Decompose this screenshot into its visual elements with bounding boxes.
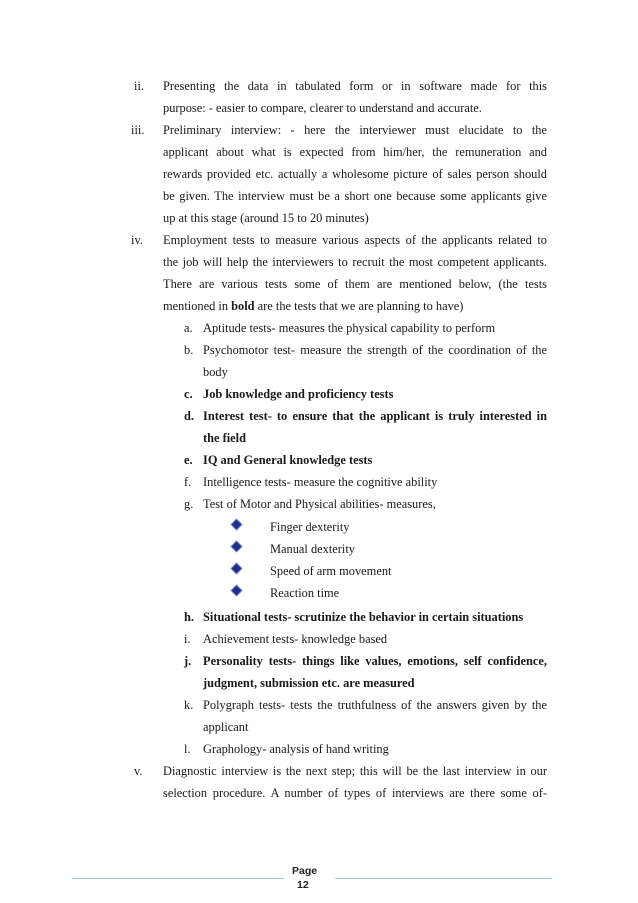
list-item-text: applicant — [203, 720, 249, 734]
paragraph-line: Preliminary interview: - here the interviewer must elucidate to the — [163, 123, 547, 137]
paragraph-line: Presenting the data in tabulated form or in software made for this — [163, 79, 547, 93]
list-item-text: Personality tests- things like values, emotions, self confidence, — [203, 654, 547, 668]
list-letter: f. — [184, 475, 192, 489]
line-text: are the tests that we are planning to have) — [254, 299, 464, 313]
diamond-bullet-icon — [232, 542, 242, 552]
paragraph-line — [163, 299, 463, 313]
paragraph-line: Diagnostic interview is the next step; this will be the last interview in our — [163, 764, 547, 778]
list-letter: c. — [184, 387, 193, 401]
list-letter: i. — [184, 632, 191, 646]
list-item-text: Psychomotor test- measure the strength of the coordination of the — [203, 343, 547, 357]
list-letter: j. — [184, 654, 192, 668]
item-number: ii. — [134, 79, 144, 93]
page-label: Page — [292, 865, 318, 877]
list-item-text: Aptitude tests- measures the physical capability to perform — [203, 321, 496, 335]
list-item-text: Interest test- to ensure that the applicant is truly interested in — [203, 409, 547, 423]
footer-rule — [335, 878, 552, 879]
list-letter: g. — [184, 497, 194, 511]
line-text: mentioned in — [163, 299, 232, 313]
bullet-item-text: Reaction time — [270, 586, 340, 600]
list-letter: d. — [184, 409, 194, 423]
list-letter: k. — [184, 698, 194, 712]
list-letter: a. — [184, 321, 193, 335]
item-number: iii. — [131, 123, 145, 137]
paragraph-line: purpose: - easier to compare, clearer to understand and accurate. — [163, 101, 482, 115]
list-item-text: body — [203, 365, 228, 379]
page-number: 12 — [297, 879, 309, 891]
list-item-text: Situational tests- scrutinize the behavior in certain situations — [203, 610, 524, 624]
diamond-bullet-icon — [232, 564, 242, 574]
paragraph-line: selection procedure. A number of types of interviews are there some of- — [163, 786, 547, 800]
list-item-text: Polygraph tests- tests the truthfulness of the answers given by the — [203, 698, 547, 712]
list-letter: e. — [184, 453, 193, 467]
list-letter: l. — [184, 742, 191, 756]
paragraph-line: rewards provided etc. actually a wholesome picture of sales person should — [163, 167, 547, 181]
list-item-text: Graphology- analysis of hand writing — [203, 742, 389, 756]
bullet-item-text: Speed of arm movement — [270, 564, 392, 578]
bullet-item-text: Finger dexterity — [270, 520, 350, 534]
diamond-bullet-icon — [232, 586, 242, 596]
list-item-text: Intelligence tests- measure the cognitive ability — [203, 475, 438, 489]
list-letter: h. — [184, 610, 194, 624]
list-item-text: the field — [203, 431, 247, 445]
bullet-item-text: Manual dexterity — [270, 542, 355, 556]
footer-rule — [72, 878, 284, 879]
diamond-bullet-icon — [232, 520, 242, 530]
paragraph-line: be given. The interview must be a short one because some applicants give — [163, 189, 547, 203]
item-number: v. — [134, 764, 143, 778]
list-letter: b. — [184, 343, 194, 357]
paragraph-line: applicant about what is expected from him/her, the remuneration and — [163, 145, 547, 159]
list-item-text: Achievement tests- knowledge based — [203, 632, 388, 646]
bold-word: bold — [231, 299, 255, 313]
paragraph-line: Employment tests to measure various aspects of the applicants related to — [163, 233, 547, 247]
list-item-text: Test of Motor and Physical abilities- measures, — [203, 497, 436, 511]
paragraph-line: the job will help the interviewers to recruit the most competent applicants. — [163, 255, 547, 269]
list-item-text: Job knowledge and proficiency tests — [203, 387, 394, 401]
paragraph-line: There are various tests some of them are mentioned below, (the tests — [163, 277, 547, 291]
list-item-text: IQ and General knowledge tests — [203, 453, 373, 467]
paragraph-line: up at this stage (around 15 to 20 minutes) — [163, 211, 369, 225]
list-item-text: judgment, submission etc. are measured — [203, 676, 415, 690]
item-number: iv. — [131, 233, 143, 247]
